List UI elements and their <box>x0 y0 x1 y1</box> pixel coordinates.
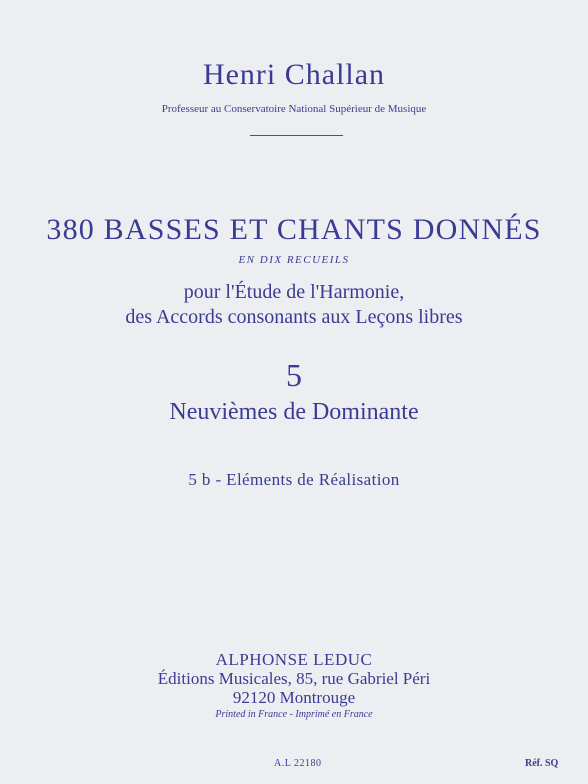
catalog-number: A.L 22180 <box>274 758 322 769</box>
author-name: Henri Challan <box>202 58 386 91</box>
publisher-address-line-2: 92120 Montrouge <box>232 688 356 707</box>
purpose-line-2: des Accords consonants aux Leçons libres <box>125 306 463 328</box>
part-title: 5 b - Eléments de Réalisation <box>188 470 400 489</box>
printed-in-note: Printed in France - Imprimé en France <box>215 709 373 720</box>
main-title: 380 BASSES ET CHANTS DONNÉS <box>46 213 542 246</box>
volume-number: 5 <box>286 357 302 393</box>
author-affiliation: Professeur au Conservatoire National Supérieur de Musique <box>161 103 427 115</box>
reference-code: Réf. SQ <box>525 758 559 769</box>
subtitle: EN DIX RECUEILS <box>238 254 350 266</box>
volume-title: Neuvièmes de Dominante <box>169 399 419 425</box>
purpose-line-1: pour l'Étude de l'Harmonie, <box>183 281 405 303</box>
divider-rule <box>250 135 343 136</box>
publisher-address-line-1: Éditions Musicales, 85, rue Gabriel Péri <box>157 669 431 688</box>
publisher-name: ALPHONSE LEDUC <box>215 650 373 669</box>
